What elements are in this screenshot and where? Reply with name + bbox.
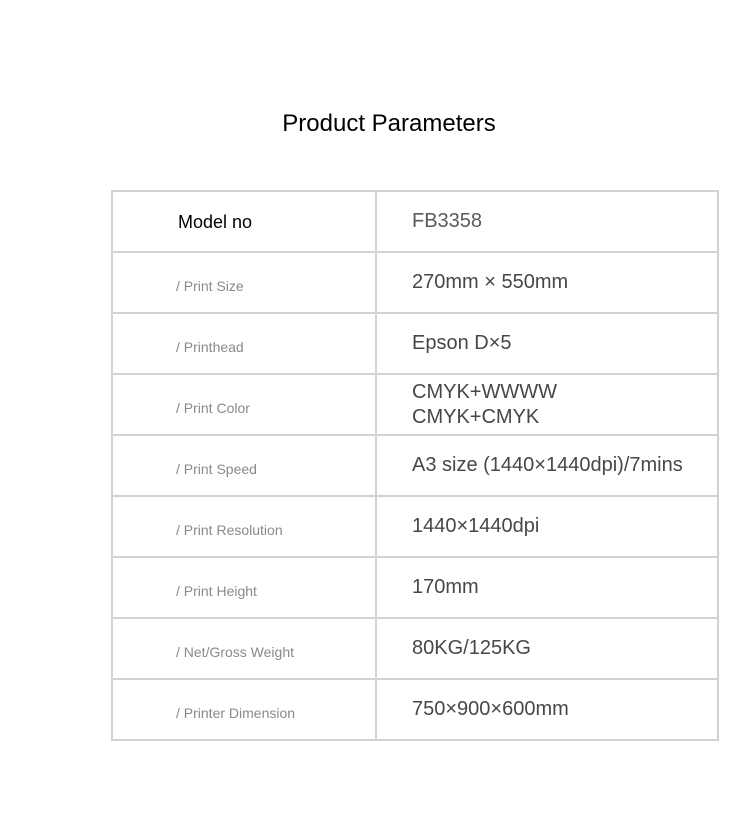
table-row xyxy=(112,557,718,618)
table-row xyxy=(112,435,718,496)
value-cell xyxy=(376,435,718,496)
table-row xyxy=(112,313,718,374)
value-cell xyxy=(376,374,718,435)
param-value: 1440×1440dpi xyxy=(412,515,540,537)
table-row xyxy=(112,374,718,435)
param-label: / Print Resolution xyxy=(176,521,283,538)
param-value: 750×900×600mm xyxy=(412,698,569,720)
param-value: CMYK+WWWW CMYK+CMYK xyxy=(412,380,557,428)
table-row xyxy=(112,496,718,557)
label-cell xyxy=(112,191,376,252)
label-cell xyxy=(112,679,376,740)
label-cell xyxy=(112,252,376,313)
value-cell xyxy=(376,679,718,740)
param-value: 80KG/125KG xyxy=(412,637,531,659)
param-value: 170mm xyxy=(412,576,479,598)
label-cell xyxy=(112,496,376,557)
table-row-model xyxy=(112,191,718,252)
param-label: / Net/Gross Weight xyxy=(176,643,295,660)
param-value: Epson D×5 xyxy=(412,332,512,354)
value-cell xyxy=(376,191,718,252)
value-cell xyxy=(376,618,718,679)
param-label: / Print Size xyxy=(176,277,244,294)
page-title: Product Parameters xyxy=(282,110,496,137)
value-cell xyxy=(376,557,718,618)
label-cell xyxy=(112,435,376,496)
table-row xyxy=(112,679,718,740)
label-cell xyxy=(112,374,376,435)
label-cell xyxy=(112,557,376,618)
label-cell xyxy=(112,618,376,679)
model-value: FB3358 xyxy=(412,210,483,232)
param-label: / Print Speed xyxy=(176,460,257,477)
param-value: 270mm × 550mm xyxy=(412,271,569,293)
value-cell xyxy=(376,252,718,313)
value-cell xyxy=(376,496,718,557)
param-value: A3 size (1440×1440dpi)/7mins xyxy=(412,454,683,476)
param-label: / Printhead xyxy=(176,338,244,355)
param-label: / Print Height xyxy=(176,582,257,599)
table-row xyxy=(112,252,718,313)
table-row xyxy=(112,618,718,679)
param-label: / Printer Dimension xyxy=(176,704,296,721)
product-parameters-table xyxy=(111,190,719,741)
param-label: / Print Color xyxy=(176,399,250,416)
value-cell xyxy=(376,313,718,374)
model-label: Model no xyxy=(178,211,253,232)
label-cell xyxy=(112,313,376,374)
